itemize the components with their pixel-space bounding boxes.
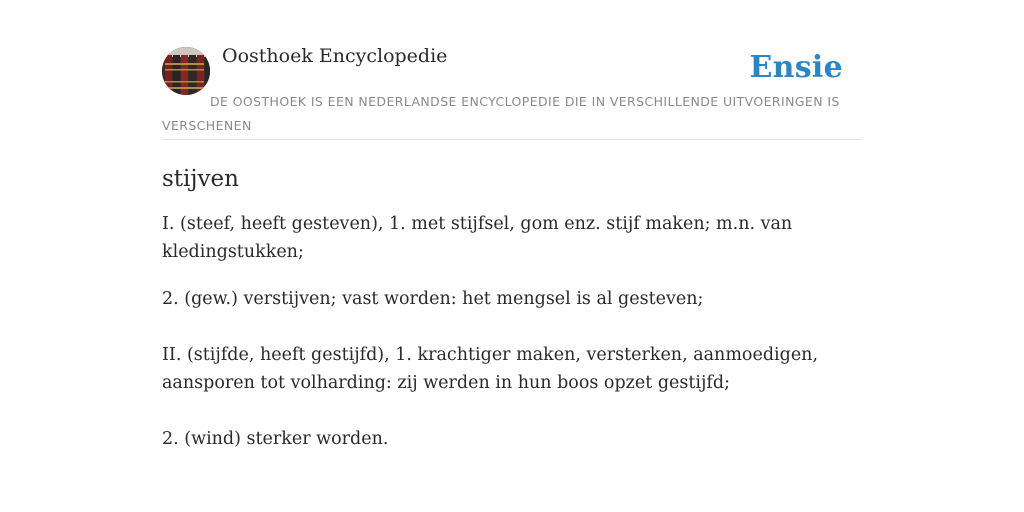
content-container [162,0,862,453]
book-spines-avatar-icon[interactable] [162,47,210,95]
brand-logo[interactable]: Ensie [749,50,843,85]
site-description: DE OOSTHOEK IS EEN NEDERLANDSE ENCYCLOPEDIE DIE IN VERSCHILLENDE UITVOERINGEN IS VERSCHENEN [162,94,840,133]
definition-paragraph: 2. (wind) sterker worden. [162,429,389,449]
entry-content [162,140,862,453]
entry-title: stijven [162,166,239,192]
site-header [162,0,862,140]
definition-paragraph: I. (steef, heeft gesteven), 1. met stijfsel, gom enz. stijf maken; m.n. van kledingstukken; [162,214,793,262]
site-title[interactable]: Oosthoek Encyclopedie [222,45,448,67]
definition-paragraph: 2. (gew.) verstijven; vast worden: het mengsel is al gesteven; [162,289,704,309]
definition-paragraph: II. (stijfde, heeft gestijfd), 1. krachtiger maken, versterken, aanmoedigen, aansporen tot volharding: zij werden in hun boos opzet gestijfd; [162,345,819,393]
